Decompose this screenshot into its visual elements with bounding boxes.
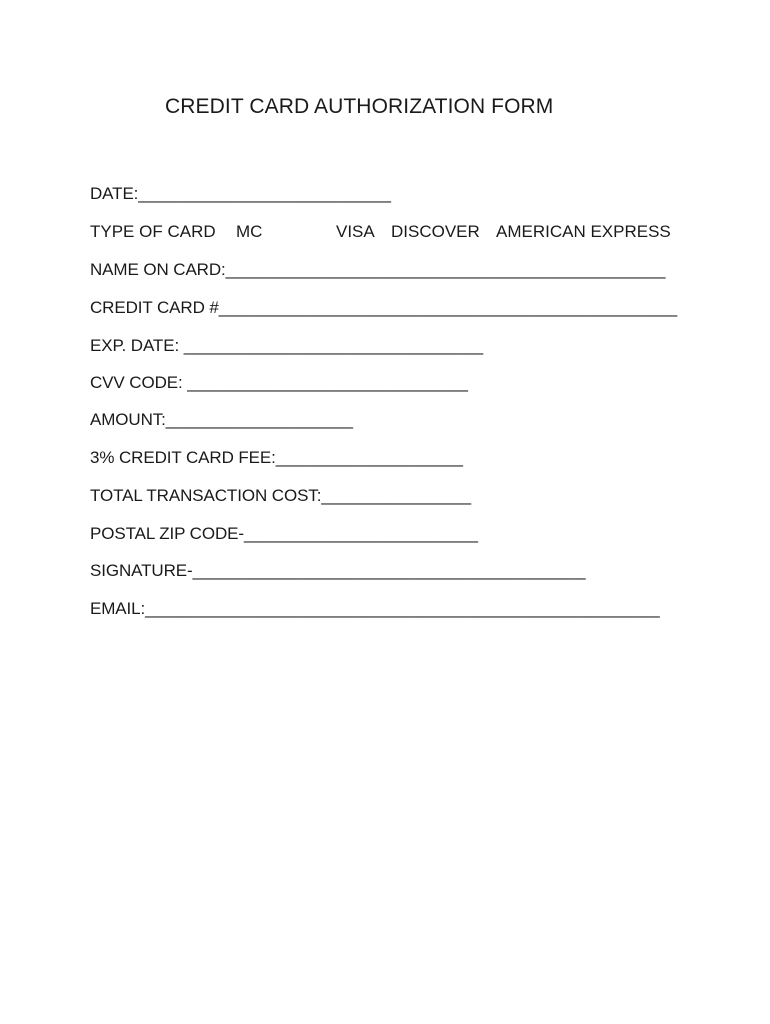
credit-card-number-field[interactable]: CREDIT CARD #_________________________________________________ <box>90 298 678 317</box>
card-option-american-express[interactable]: AMERICAN EXPRESS <box>496 222 671 241</box>
postal-zip-code-field[interactable]: POSTAL ZIP CODE-_________________________ <box>90 524 478 543</box>
total-transaction-cost-field[interactable]: TOTAL TRANSACTION COST:________________ <box>90 486 471 505</box>
exp-date-field[interactable]: EXP. DATE: ________________________________ <box>90 336 484 355</box>
amount-field[interactable]: AMOUNT:____________________ <box>90 410 353 429</box>
form-title: CREDIT CARD AUTHORIZATION FORM <box>165 95 554 118</box>
card-type-label: TYPE OF CARD <box>90 222 216 241</box>
name-on-card-field[interactable]: NAME ON CARD:_______________________________________________ <box>90 260 666 279</box>
cvv-code-field[interactable]: CVV CODE: ______________________________ <box>90 373 468 392</box>
credit-card-fee-field[interactable]: 3% CREDIT CARD FEE:____________________ <box>90 448 463 467</box>
signature-field[interactable]: SIGNATURE-__________________________________________ <box>90 561 586 580</box>
date-field[interactable]: DATE:___________________________ <box>90 184 391 203</box>
card-option-visa[interactable]: VISA <box>336 222 375 241</box>
card-option-mc[interactable]: MC <box>236 222 263 241</box>
email-field[interactable]: EMAIL:_______________________________________________________ <box>90 599 660 618</box>
card-type-row <box>90 222 690 246</box>
card-option-discover[interactable]: DISCOVER <box>391 222 480 241</box>
